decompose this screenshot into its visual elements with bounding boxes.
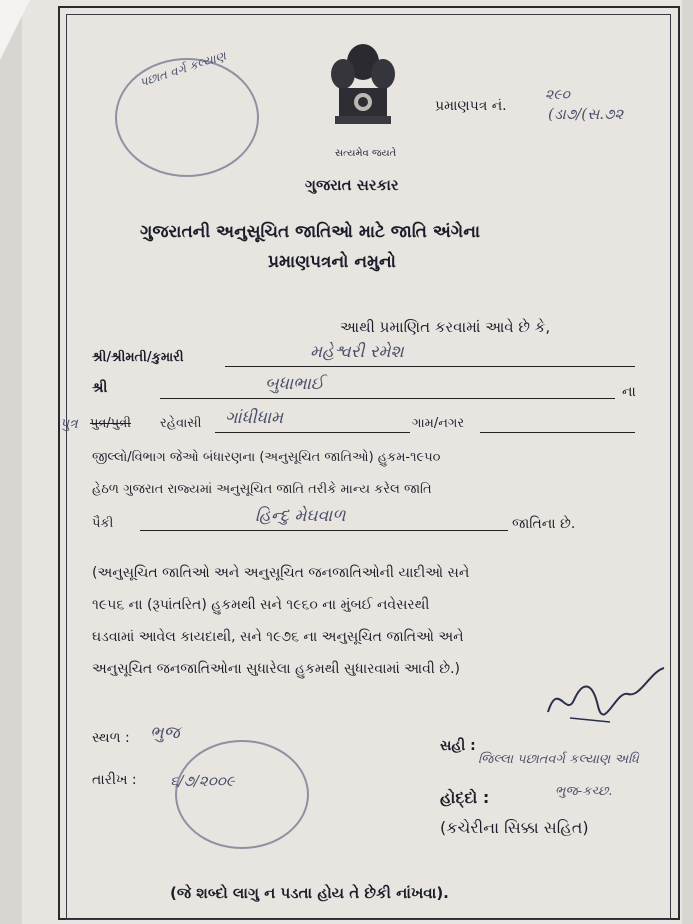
father-suffix: ના — [622, 384, 636, 400]
relation-handwritten: પુત્ર — [60, 416, 78, 432]
father-line — [160, 398, 615, 399]
date-value: ૬/૭/૨૦૦૯ — [170, 772, 235, 790]
resident-line — [215, 432, 410, 433]
emblem-motto: સત્યમેવ જયતે — [335, 148, 397, 159]
seal-note: (કચેરીના સિક્કા સહિત) — [440, 818, 589, 837]
place-label: સ્થળ : — [92, 730, 130, 746]
sign-stamp-line-1: જિલ્લા પછાતવર્ગ કલ્યાણ અધિ — [478, 752, 639, 767]
national-emblem-icon — [325, 40, 401, 150]
title-line-2: પ્રમાણપત્રનો નમુનો — [268, 252, 396, 272]
footer-note: (જે શબ્દો લાગુ ન પડતા હોય તે છેકી નાંખવા). — [170, 884, 449, 902]
father-value: બુધાભાઈ — [265, 374, 324, 394]
date-label: તારીખ : — [92, 772, 137, 788]
caste-prefix: પૈકી — [92, 516, 114, 531]
sign-label: સહી : — [440, 738, 476, 754]
caste-line — [140, 530, 508, 531]
designation-label: હોદ્દો : — [440, 788, 490, 807]
father-label: શ્રી — [92, 380, 108, 396]
resident-label: રહેવાસી — [160, 416, 202, 431]
caste-value: હિન્દુ મેઘવાળ — [255, 506, 346, 526]
caste-suffix: જાતિના છે. — [512, 516, 576, 532]
paragraph-line-1: (અનુસૂચિત જાતિઓ અને અનુસૂચિત જનજાતિઓની યાદીઓ સને — [92, 565, 470, 581]
sign-stamp-line-2: ભુજ-કચ્છ. — [555, 784, 613, 799]
text-line-5: હેઠળ ગુજરાત રાજ્યમાં અનુસૂચિત જાતિ તરીકે માન્ય કરેલ જાતિ — [92, 482, 432, 497]
name-line — [225, 366, 635, 367]
paragraph-line-4: અનુસૂચિત જનજાતિઓના સુધારેલા હુકમથી સુધારવામાં આવી છે.) — [92, 661, 461, 677]
page-corner — [0, 0, 30, 60]
village-label: ગામ/નગર — [412, 416, 465, 431]
certificate-no-suffix: (ડા૭/(સ.૭૨ — [548, 105, 624, 123]
certify-intro: આથી પ્રમાણિત કરવામાં આવે છે કે, — [340, 318, 551, 336]
relation-label: પુત્ર/પુત્રી — [90, 416, 131, 431]
place-value: ભુજ — [150, 723, 180, 743]
government-name: ગુજરાત સરકાર — [305, 176, 399, 194]
stamp-text: પછાત વર્ગ કલ્યાણ — [137, 48, 228, 90]
name-label: શ્રી/શ્રીમતી/કુમારી — [92, 350, 184, 365]
paragraph-line-3: ઘડવામાં આવેલ કાયદાથી, સને ૧૯૭૬ ના અનુસૂચિત જાતિઓ અને — [92, 629, 464, 645]
name-value: મહેશ્વરી રમેશ — [310, 342, 404, 362]
title-line-1: ગુજરાતની અનુસૂચિત જાતિઓ માટે જાતિ અંગેના — [140, 222, 481, 242]
office-stamp-bottom — [175, 740, 309, 849]
certificate-no-label: પ્રમાણપત્ર નં. — [435, 98, 507, 114]
certificate-no-value: ૨૯૦ — [545, 87, 570, 103]
paragraph-line-2: ૧૯૫૬ ના (રૂપાંતરિત) હુકમથી સને ૧૯૬૦ ના મુંબઈ નવેસરથી — [92, 597, 430, 613]
resident-value: ગાંધીધામ — [225, 408, 284, 428]
signature-icon — [540, 660, 670, 730]
text-line-4: જીલ્લો/વિભાગ જેઓ બંધારણના (અનુસૂચિત જાતિઓ) હુકમ-૧૯૫૦ — [92, 450, 441, 465]
village-line — [480, 432, 635, 433]
